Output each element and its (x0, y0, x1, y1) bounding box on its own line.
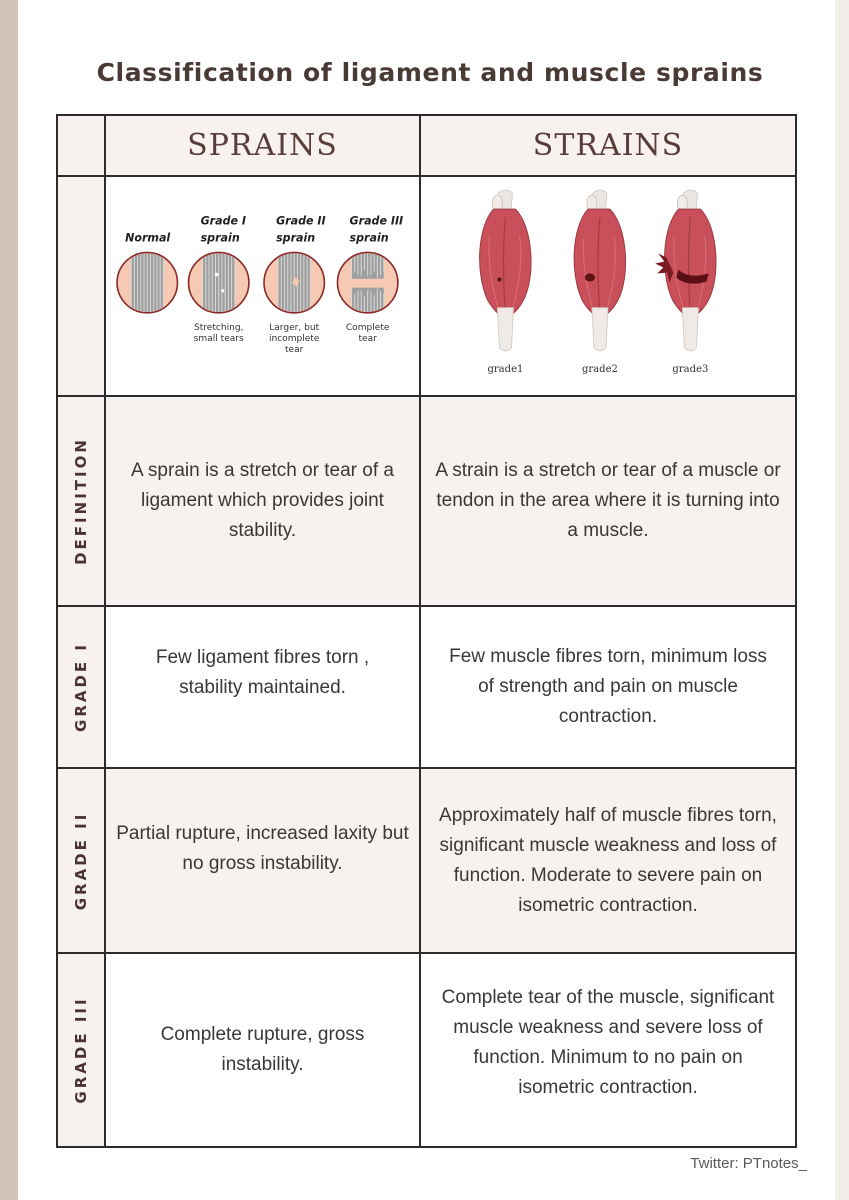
strain-grades-illustration (421, 177, 795, 390)
page-title: Classification of ligament and muscle sprains (96, 58, 764, 87)
grade-1-row (57, 606, 796, 768)
ligament-fibres-2 (278, 252, 310, 312)
definition-label-cell (57, 396, 105, 606)
text-line: Few muscle fibres torn, minimum loss (449, 646, 767, 668)
text-line: significant muscle weakness and loss of (439, 834, 777, 856)
sprain-grade-label: Grade I (200, 214, 246, 228)
text-line: Complete tear of the muscle, significant (441, 987, 775, 1009)
text-line: stability maintained. (179, 677, 346, 699)
strain-grade-3-cell (420, 953, 796, 1147)
grade-3-row (57, 953, 796, 1147)
strain-definition-text (421, 456, 795, 546)
sprain-figure-cell (105, 176, 420, 396)
definition-row (57, 396, 796, 606)
text-line: isometric contraction. (518, 894, 698, 916)
sprain-grades-illustration (106, 177, 419, 390)
header-row (57, 115, 796, 176)
sprain-grade-3-cell (105, 953, 420, 1147)
text-line: Approximately half of muscle fibres torn, (439, 804, 777, 826)
sprain-grade-label: Normal (125, 231, 171, 245)
text-line: instability. (221, 1054, 304, 1076)
sprain-caption: Larger, but (269, 322, 320, 333)
row-label-definition: DEFINITION (72, 437, 90, 566)
text-line: ligament which provides joint (141, 490, 384, 512)
calf-muscle-1 (480, 190, 531, 351)
strain-grade-2-cell (420, 768, 796, 953)
strain-grade-1-text (421, 642, 795, 732)
strain-definition-cell (420, 396, 796, 606)
text-line: function. Minimum to no pain on (473, 1047, 743, 1069)
sprain-caption: tear (285, 345, 304, 356)
ligament-fibres-1 (203, 252, 235, 312)
text-line: Few ligament fibres torn , (155, 647, 370, 669)
sprain-definition-cell (105, 396, 420, 606)
text-line: stability. (228, 520, 297, 542)
row-label-grade-1: GRADE I (72, 642, 90, 733)
text-line: contraction. (558, 706, 658, 728)
text-line: function. Moderate to severe pain on (453, 864, 763, 886)
corner-cell (57, 115, 105, 176)
text-line: Complete rupture, gross (160, 1024, 365, 1046)
calf-muscle-2 (574, 190, 625, 351)
figure-label-cell (57, 176, 105, 396)
grade-2-row (57, 768, 796, 953)
text-line: of strength and pain on muscle (478, 676, 738, 698)
text-line: isometric contraction. (518, 1077, 698, 1099)
grade-2-label-cell (57, 768, 105, 953)
sprain-caption: small tears (193, 334, 244, 345)
classification-table (56, 114, 797, 1148)
sprain-grade-label: sprain (200, 231, 240, 245)
text-line: tendon in the area where it is turning into (436, 490, 780, 512)
sprains-header: SPRAINS (105, 115, 420, 176)
sprain-caption: Complete (345, 322, 390, 333)
sprain-grade-1-text (106, 643, 419, 703)
strain-grade-caption: grade3 (672, 364, 709, 376)
sprain-definition-text (106, 456, 419, 546)
sprain-grade-label: sprain (276, 231, 316, 245)
strain-grade-caption: grade1 (487, 364, 524, 376)
text-line: A strain is a stretch or tear of a muscle or (435, 460, 781, 482)
sprain-caption: incomplete (268, 334, 320, 345)
sprain-grade-label: sprain (349, 231, 389, 245)
strain-grade-2-text (421, 801, 795, 921)
row-label-grade-2: GRADE II (72, 811, 90, 911)
strain-grade-1-cell (420, 606, 796, 768)
sprain-grade-2-text (106, 819, 419, 879)
text-line: Partial rupture, increased laxity but (116, 822, 409, 844)
twitter-credit: Twitter: PTnotes_ (690, 1155, 807, 1172)
sprain-grade-label: Grade II (276, 214, 326, 228)
row-label-grade-3: GRADE III (72, 996, 90, 1104)
sprain-caption: tear (358, 334, 377, 345)
figure-row (57, 176, 796, 396)
sprain-grade-2-cell (105, 768, 420, 953)
sprain-grade-label: Grade III (349, 214, 404, 228)
right-decorative-band (835, 0, 849, 1200)
text-line: a muscle. (567, 520, 649, 542)
text-line: no gross instability. (182, 852, 343, 874)
sprain-grade-1-cell (105, 606, 420, 768)
strain-grade-3-text (421, 983, 795, 1103)
strain-figure-cell (420, 176, 796, 396)
strain-grade-caption: grade2 (581, 364, 618, 376)
text-line: A sprain is a stretch or tear of a (131, 460, 394, 482)
grade-1-label-cell (57, 606, 105, 768)
left-decorative-band (0, 0, 18, 1200)
text-line: muscle weakness and severe loss of (453, 1017, 763, 1039)
grade-3-label-cell (57, 953, 105, 1147)
sprain-caption: Stretching, (193, 322, 244, 333)
ligament-fibres-0 (131, 252, 163, 312)
ligament-fibres-3 (350, 252, 386, 312)
sprain-grade-3-text (106, 1020, 419, 1080)
calf-muscle-3 (655, 190, 716, 351)
strains-header: STRAINS (420, 115, 796, 176)
